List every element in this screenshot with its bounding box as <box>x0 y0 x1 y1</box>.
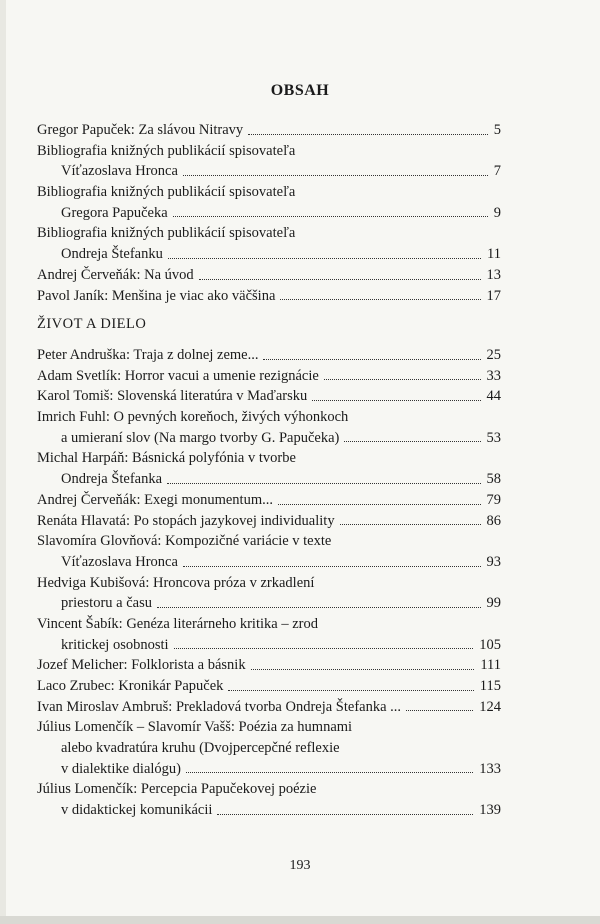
toc-page-number: 9 <box>490 203 501 224</box>
dot-leader <box>278 504 481 505</box>
toc-page-number: 79 <box>483 490 502 511</box>
toc-page-number: 111 <box>476 655 501 676</box>
toc-entry-line <box>37 573 501 594</box>
toc-entry-text: Hedviga Kubišová: Hroncova próza v zrkadlení <box>37 574 315 591</box>
toc-entry-line <box>37 345 501 366</box>
toc-entry-text: Slavomíra Glovňová: Kompozičné variácie v texte <box>37 533 332 550</box>
dot-leader <box>173 216 488 217</box>
toc-entry-line <box>37 531 501 552</box>
toc-entry-line <box>37 182 501 203</box>
toc-page-number: 17 <box>483 286 502 307</box>
toc-entry-text: Peter Andruška: Traja z dolnej zeme... <box>37 347 259 363</box>
toc-entry-line <box>37 655 501 676</box>
dot-leader <box>406 710 473 711</box>
dot-leader <box>248 134 488 135</box>
toc-entry-text: Andrej Červeňák: Exegi monumentum... <box>37 491 273 508</box>
toc-entry-text: Bibliografia knižných publikácií spisovateľa <box>37 142 296 159</box>
dot-leader <box>183 175 488 176</box>
toc-entry-text: Michal Harpáň: Básnická polyfónia v tvorbe <box>37 450 296 467</box>
toc-entry-text: Pavol Janík: Menšina je viac ako väčšina <box>37 287 276 304</box>
toc-entry-line <box>37 779 501 800</box>
toc-entry-line <box>37 448 501 469</box>
toc-entry-line <box>37 800 501 821</box>
toc-entry-text: Renáta Hlavatá: Po stopách jazykovej individuality <box>37 512 335 529</box>
toc-entry-line <box>37 552 501 573</box>
toc-page-number: 86 <box>483 511 502 532</box>
toc-entry-line <box>37 469 501 490</box>
dot-leader <box>340 524 481 525</box>
scan-bottom-edge <box>0 916 600 924</box>
toc-entry-text: Bibliografia knižných publikácií spisovateľa <box>37 225 296 242</box>
toc-entry-line <box>37 738 501 759</box>
dot-leader <box>312 400 480 401</box>
toc-page-number: 25 <box>483 345 502 366</box>
toc-page-number: 13 <box>483 265 502 286</box>
dot-leader <box>186 772 473 773</box>
dot-leader <box>263 359 480 360</box>
toc-page-number: 44 <box>483 386 502 407</box>
toc-page-number: 7 <box>490 161 501 182</box>
toc-entry-text: Jozef Melicher: Folklorista a básnik <box>37 657 246 674</box>
toc-entry-text: Imrich Fuhl: O pevných koreňoch, živých výhonkoch <box>37 409 349 426</box>
toc-page-number: 99 <box>483 593 502 614</box>
toc-entry-text: Víťazoslava Hronca <box>61 553 178 570</box>
dot-leader <box>228 690 473 691</box>
toc-entry-text: v dialektike dialógu) <box>61 760 181 777</box>
toc-entry-line <box>37 203 501 224</box>
dot-leader <box>167 483 480 484</box>
toc-entry-line <box>37 265 501 286</box>
dot-leader <box>174 648 474 649</box>
dot-leader <box>217 814 473 815</box>
toc-entry-text: Adam Svetlík: Horror vacui a umenie rezignácie <box>37 367 319 384</box>
toc-entry-text: Július Lomenčík – Slavomír Vašš: Poézia za humnami <box>37 719 353 736</box>
section-heading: ŽIVOT A DIELO <box>37 316 147 332</box>
toc-page-number: 93 <box>483 552 502 573</box>
toc-entry-line <box>37 697 501 718</box>
toc-entry-text: Július Lomenčík: Percepcia Papučekovej poézie <box>37 781 317 798</box>
toc-entry-line <box>37 120 501 141</box>
dot-leader <box>168 258 481 259</box>
toc-entry-line <box>37 676 501 697</box>
dot-leader <box>324 379 481 380</box>
toc-entry-line <box>37 223 501 244</box>
toc-entry-line <box>37 244 501 265</box>
toc-entry-text: Gregora Papučeka <box>61 204 168 221</box>
toc-page-number: 115 <box>476 676 501 697</box>
toc-page-number: 58 <box>483 469 502 490</box>
toc-entry-line <box>37 386 501 407</box>
toc-page-number: 133 <box>475 759 501 780</box>
toc-entry-line <box>37 141 501 162</box>
toc-page-number: 33 <box>483 366 502 387</box>
dot-leader <box>280 299 480 300</box>
toc-page-number: 139 <box>475 800 501 821</box>
toc-entry-text: Karol Tomiš: Slovenská literatúra v Maďarsku <box>37 388 308 405</box>
toc-entry-line <box>37 366 501 387</box>
toc-entry-text: kritickej osobnosti <box>61 636 169 653</box>
toc-entry-text: Víťazoslava Hronca <box>61 163 178 180</box>
toc-entry-line <box>37 593 501 614</box>
dot-leader <box>157 607 481 608</box>
toc-entry-text: Ondreja Štefanku <box>61 246 163 263</box>
toc-entry-line <box>37 161 501 182</box>
toc-entry-text: a umieraní slov (Na margo tvorby G. Papučeka) <box>61 429 340 446</box>
toc-entry-text: Andrej Červeňák: Na úvod <box>37 266 194 283</box>
page-number: 193 <box>289 858 311 873</box>
toc-entry-text: v didaktickej komunikácii <box>61 802 213 819</box>
dot-leader <box>183 566 481 567</box>
toc-entry-line <box>37 407 501 428</box>
toc-entry-text: Laco Zrubec: Kronikár Papuček <box>37 678 224 694</box>
toc-entry-text: Vincent Šabík: Genéza literárneho kritika – zrod <box>37 615 318 632</box>
toc-entry-text: Ondreja Štefanka <box>61 471 163 488</box>
toc-entry-line <box>37 511 501 532</box>
toc-entry-line <box>37 490 501 511</box>
toc-list-zivot-a-dielo <box>37 345 501 821</box>
toc-entry-text: Ivan Miroslav Ambruš: Prekladová tvorba Ondreja Štefanka ... <box>37 698 402 715</box>
toc-entry-text: Bibliografia knižných publikácií spisovateľa <box>37 184 296 201</box>
toc-page-number: 5 <box>490 120 501 141</box>
toc-entry-text: priestoru a času <box>61 595 152 612</box>
toc-list-intro <box>37 120 501 306</box>
toc-entry-text: alebo kvadratúra kruhu (Dvojpercepčné reflexie <box>61 740 340 757</box>
toc-entry-line <box>37 286 501 307</box>
toc-entry-line <box>37 428 501 449</box>
toc-entry-text: Gregor Papuček: Za slávou Nitravy <box>37 122 244 138</box>
dot-leader <box>199 279 481 280</box>
toc-page-number: 11 <box>483 244 501 265</box>
toc-page-number: 53 <box>483 428 502 449</box>
page-title: OBSAH <box>270 82 330 99</box>
scan-edge <box>0 0 6 924</box>
dot-leader <box>251 669 475 670</box>
toc-page-number: 105 <box>475 635 501 656</box>
toc-entry-line <box>37 759 501 780</box>
dot-leader <box>344 441 480 442</box>
toc-entry-line <box>37 635 501 656</box>
toc-page-number: 124 <box>475 697 501 718</box>
toc-entry-line <box>37 614 501 635</box>
toc-entry-line <box>37 717 501 738</box>
